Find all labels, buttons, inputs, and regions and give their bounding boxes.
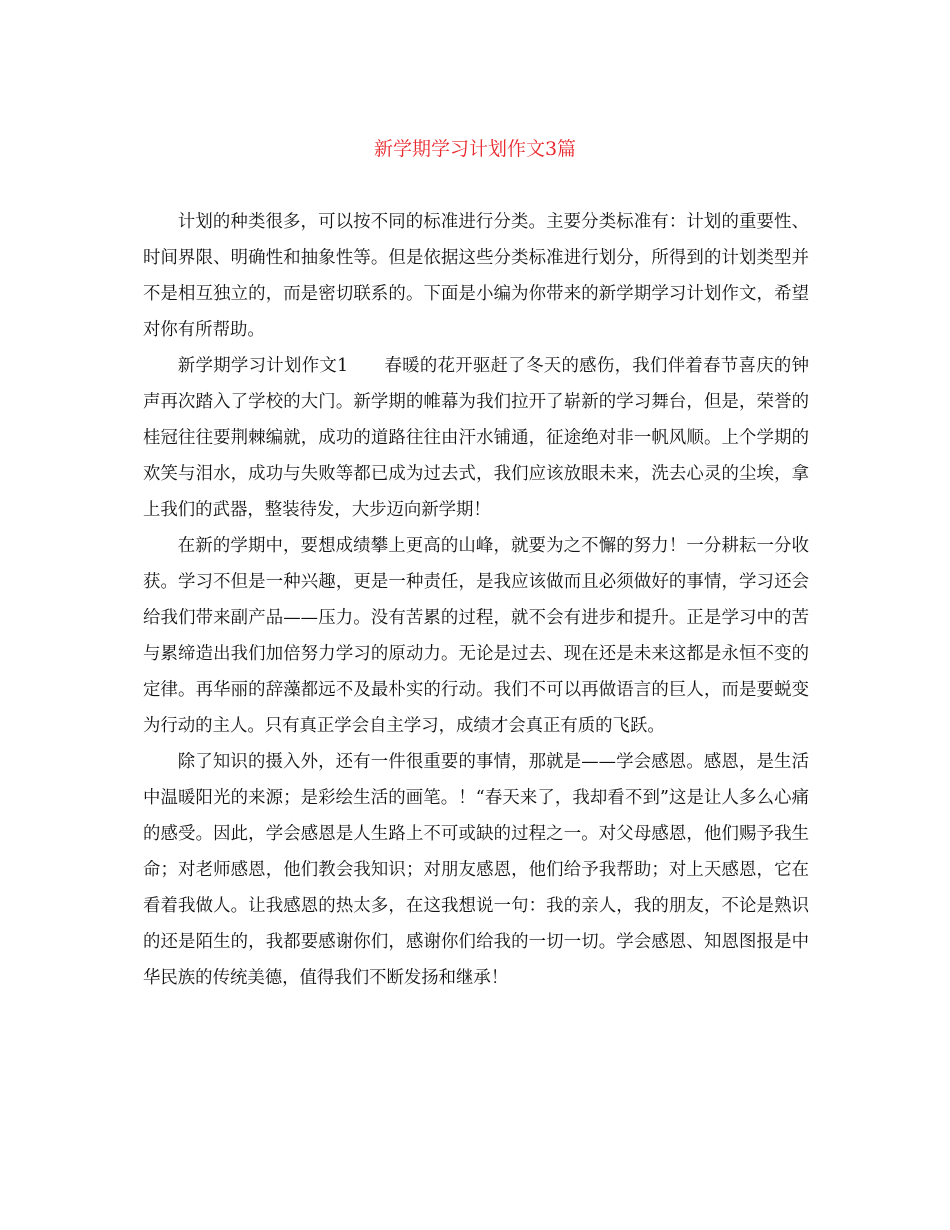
essay-1-paragraph — [143, 348, 809, 528]
intro-paragraph: 计划的种类很多，可以按不同的标准进行分类。主要分类标准有：计划的重要性、时间界限、明确性和抽象性等。但是依据这些分类标准进行划分，所得到的计划类型并不是相互独立的，而是密切联系的。下面是小编为你带来的新学期学习计划作文，希望对你有所帮助。 — [143, 212, 809, 340]
essay-1-heading: 新学期学习计划作文1 — [177, 356, 349, 376]
document-body — [143, 204, 809, 996]
body-paragraph-study: 在新的学期中，要想成绩攀上更高的山峰，就要为之不懈的努力！一分耕耘一分收获。学习不但是一种兴趣，更是一种责任，是我应该做而且必须做好的事情，学习还会给我们带来副产品——压力。没有苦累的过程，就不会有进步和提升。正是学习中的苦与累缔造出我们加倍努力学习的原动力。无论是过去、现在还是未来这都是永恒不变的定律。再华丽的辞藻都远不及最朴实的行动。我们不可以再做语言的巨人，而是要蜕变为行动的主人。只有真正学会自主学习，成绩才会真正有质的飞跃。 — [143, 536, 809, 736]
essay-1-text: 春暖的花开驱赶了冬天的感伤，我们伴着春节喜庆的钟声再次踏入了学校的大门。新学期的帷幕为我们拉开了崭新的学习舞台，但是，荣誉的桂冠往往要荆棘编就，成功的道路往往由汗水铺通，征途绝对非一帆风顺。上个学期的欢笑与泪水，成功与失败等都已成为过去式，我们应该放眼未来，洗去心灵的尘埃，拿上我们的武器，整装待发，大步迈向新学期！ — [143, 356, 809, 520]
document-title: 新学期学习计划作文3篇 — [373, 138, 577, 160]
body-paragraph-gratitude: 除了知识的摄入外，还有一件很重要的事情，那就是——学会感恩。感恩，是生活中温暖阳光的来源；是彩绘生活的画笔。！“春天来了，我却看不到”这是让人多么心痛的感受。因此，学会感恩是人生路上不可或缺的过程之一。对父母感恩，他们赐予我生命；对老师感恩，他们教会我知识；对朋友感恩，他们给予我帮助；对上天感恩，它在看着我做人。让我感恩的热太多，在这我想说一句：我的亲人，我的朋友，不论是熟识的还是陌生的，我都要感谢你们，感谢你们给我的一切一切。学会感恩、知恩图报是中华民族的传统美德，值得我们不断发扬和继承！ — [143, 752, 809, 988]
